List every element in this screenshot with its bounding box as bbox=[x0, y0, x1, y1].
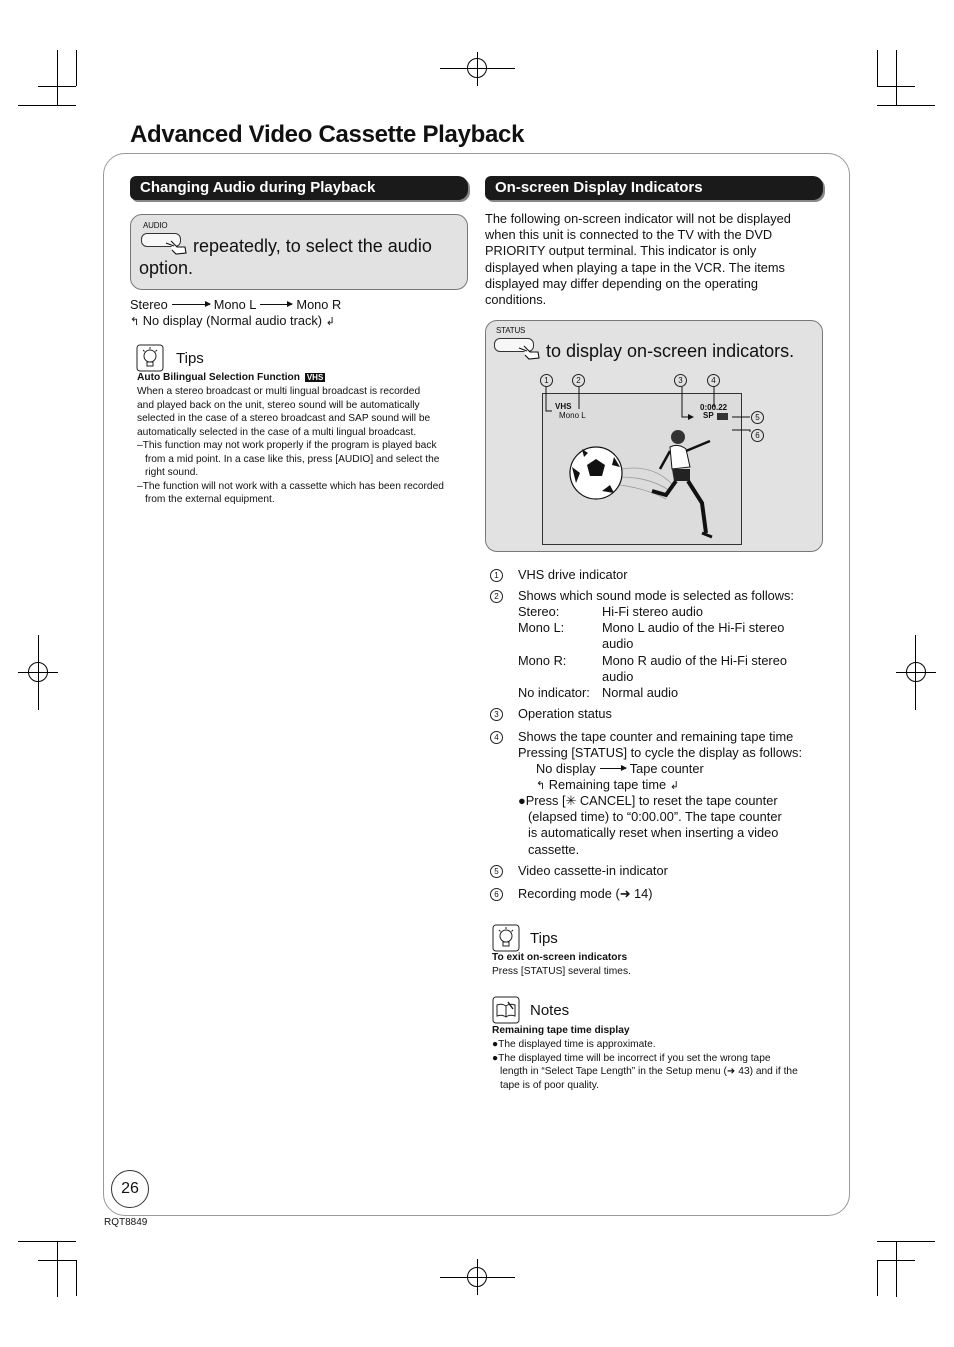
soccer-player-illustration bbox=[562, 429, 722, 545]
status-key-label: STATUS bbox=[496, 326, 526, 335]
cancel-note bbox=[518, 793, 818, 858]
notes-line: ●The displayed time will be incorrect if you set the wrong tape bbox=[492, 1052, 771, 1064]
screen-counter: 0:00.22 bbox=[700, 403, 728, 412]
intro-line: PRIORITY output terminal. This indicator is only bbox=[485, 243, 757, 259]
cassette-in-icon bbox=[717, 413, 728, 420]
tips-subtitle-text: Auto Bilingual Selection Function bbox=[137, 372, 300, 383]
section-header-audio: Changing Audio during Playback bbox=[130, 176, 468, 200]
callout-6: 6 bbox=[751, 429, 764, 442]
tips-subtitle-exit: To exit on-screen indicators bbox=[492, 952, 628, 963]
audio-instruction-box bbox=[130, 214, 468, 290]
item-number: 5 bbox=[490, 865, 503, 878]
osd-item-1 bbox=[490, 567, 628, 583]
cancel-line: is automatically reset when inserting a video bbox=[528, 825, 779, 841]
audio-key-label: AUDIO bbox=[143, 221, 168, 230]
callout-4: 4 bbox=[707, 374, 720, 387]
item-number: 2 bbox=[490, 590, 503, 603]
sound-mode-key: Mono R: bbox=[518, 652, 567, 668]
sound-mode-value: audio bbox=[602, 636, 634, 652]
sound-mode-value: Mono L audio of the Hi-Fi stereo bbox=[602, 620, 785, 636]
status-cycle-flow bbox=[536, 761, 704, 777]
notes-book-icon bbox=[492, 996, 520, 1024]
notes-line: length in “Select Tape Length” in the Setup menu (➜ 43) and if the bbox=[500, 1066, 798, 1077]
notes-line: ●The displayed time is approximate. bbox=[492, 1039, 656, 1050]
tips-heading: Tips bbox=[530, 930, 558, 947]
tips-line: When a stereo broadcast or multi lingual broadcast is recorded bbox=[137, 386, 421, 397]
flow-mono-l: Mono L bbox=[213, 297, 257, 312]
item-text: Recording mode (➜ 14) bbox=[518, 886, 653, 901]
notes-heading: Notes bbox=[530, 1002, 570, 1019]
return-arrow-icon: ↰ bbox=[536, 780, 546, 792]
notes-body bbox=[492, 1038, 822, 1092]
tips-line: selected in the case of a stereo broadcast and SAP sound will be bbox=[137, 413, 431, 424]
item-number: 4 bbox=[490, 731, 503, 744]
notes-subtitle: Remaining tape time display bbox=[492, 1025, 630, 1036]
tips-line: automatically selected in the case of a multi lingual broadcast. bbox=[137, 426, 417, 438]
notes-line: tape is of poor quality. bbox=[500, 1079, 599, 1091]
intro-line: displayed may differ depending on the operating bbox=[485, 275, 758, 291]
sound-mode-value: audio bbox=[602, 668, 634, 684]
tips-heading: Tips bbox=[176, 350, 204, 367]
callout-5: 5 bbox=[751, 411, 764, 424]
hand-press-icon bbox=[518, 344, 540, 360]
intro-line: The following on-screen indicator will not be displayed bbox=[485, 211, 791, 226]
flow-stereo: Stereo bbox=[130, 297, 168, 312]
status-cycle-return bbox=[536, 777, 679, 794]
sound-mode-value: Hi-Fi stereo audio bbox=[602, 604, 703, 619]
tips-line: right sound. bbox=[145, 467, 199, 478]
osd-item-4 bbox=[490, 729, 794, 745]
callout-3: 3 bbox=[674, 374, 687, 387]
page-title: Advanced Video Cassette Playback bbox=[130, 121, 525, 148]
tips-line: and played back on the unit, stereo sound will be automatically bbox=[137, 399, 420, 411]
tips-exit-text: Press [STATUS] several times. bbox=[492, 966, 631, 977]
callout-1: 1 bbox=[540, 374, 553, 387]
item-number: 6 bbox=[490, 888, 503, 901]
doc-code: RQT8849 bbox=[104, 1217, 148, 1228]
tips-bulb-icon bbox=[136, 344, 164, 372]
cycle-no-display: No display bbox=[536, 761, 596, 776]
osd-item-6 bbox=[490, 886, 653, 902]
cycle-tape-counter: Tape counter bbox=[629, 761, 704, 776]
sound-mode-key: Mono L: bbox=[518, 620, 565, 636]
screen-vhs-label: VHS bbox=[555, 402, 572, 411]
return-arrow-end-icon: ↲ bbox=[669, 780, 679, 792]
audio-instruction-text: repeatedly, to select the audio option. bbox=[139, 236, 432, 278]
status-cycle-line: Pressing [STATUS] to cycle the display as follows: bbox=[518, 745, 803, 760]
status-instruction-text: to display on-screen indicators. bbox=[546, 341, 795, 361]
cancel-line: (elapsed time) to “0:00.00”. The tape counter bbox=[528, 809, 782, 825]
status-instruction-box bbox=[485, 320, 823, 552]
osd-intro bbox=[485, 211, 823, 308]
item-number: 1 bbox=[490, 569, 503, 582]
flow-return-label: No display (Normal audio track) bbox=[142, 313, 323, 328]
osd-item-5 bbox=[490, 863, 668, 879]
sound-mode-key: No indicator: bbox=[518, 684, 590, 700]
sound-mode-key: Stereo: bbox=[518, 604, 560, 619]
tips-line: from a mid point. In a case like this, press [AUDIO] and select the bbox=[145, 453, 440, 465]
cancel-line: cassette. bbox=[528, 841, 580, 857]
screen-mode: SP bbox=[703, 411, 714, 420]
cycle-remaining-time: Remaining tape time bbox=[548, 777, 667, 792]
tips-line: –This function may not work properly if the program is played back bbox=[137, 440, 437, 451]
tips-subtitle-auto-bilingual bbox=[137, 372, 325, 383]
vhs-badge: VHS bbox=[306, 373, 324, 382]
intro-line: when this unit is connected to the TV with the DVD bbox=[485, 227, 773, 243]
tips-body bbox=[137, 385, 467, 507]
tips-line: –The function will not work with a cassette which has been recorded bbox=[137, 480, 444, 492]
intro-line: displayed when playing a tape in the VCR. The items bbox=[485, 259, 785, 275]
item-text: Shows which sound mode is selected as follows: bbox=[518, 588, 794, 603]
audio-flow-return bbox=[130, 313, 335, 330]
intro-line: conditions. bbox=[485, 292, 547, 308]
flow-mono-r: Mono R bbox=[296, 297, 342, 312]
sound-mode-value: Normal audio bbox=[602, 684, 679, 700]
audio-flow bbox=[130, 297, 341, 313]
section-header-osd: On-screen Display Indicators bbox=[485, 176, 823, 200]
cancel-line: ●Press [✳ CANCEL] to reset the tape counter bbox=[518, 793, 778, 808]
tips-line: from the external equipment. bbox=[145, 494, 275, 505]
item-number: 3 bbox=[490, 708, 503, 721]
sound-mode-value: Mono R audio of the Hi-Fi stereo bbox=[602, 652, 787, 668]
screen-mono-label: Mono L bbox=[559, 411, 586, 420]
item-text: Video cassette-in indicator bbox=[518, 863, 668, 878]
callout-2: 2 bbox=[572, 374, 585, 387]
tips-bulb-icon bbox=[492, 924, 520, 952]
return-arrow-end-icon: ↲ bbox=[325, 316, 335, 328]
item-text: Operation status bbox=[518, 706, 612, 721]
osd-item-2 bbox=[490, 588, 794, 604]
page-number: 26 bbox=[111, 1170, 149, 1208]
return-arrow-icon: ↰ bbox=[130, 316, 140, 328]
osd-item-3 bbox=[490, 706, 612, 722]
sound-mode-table bbox=[518, 604, 828, 701]
item-text: Shows the tape counter and remaining tape time bbox=[518, 729, 794, 744]
item-text: VHS drive indicator bbox=[518, 567, 628, 582]
